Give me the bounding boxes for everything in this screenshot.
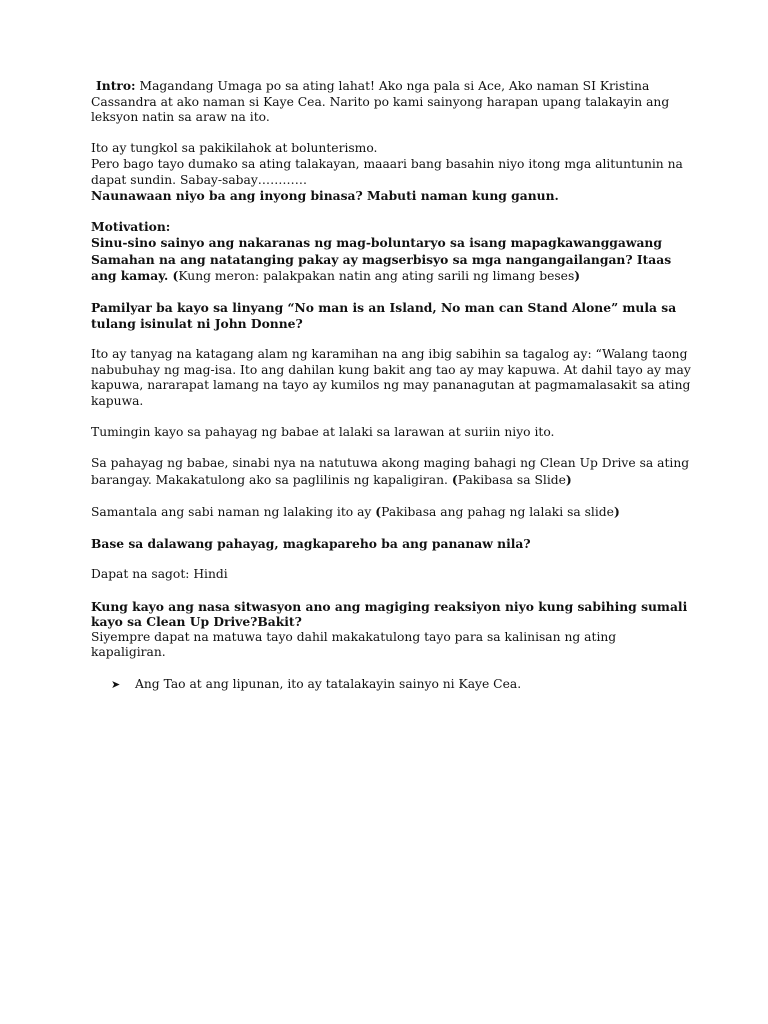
babae-text: Sa pahayag ng babae, sinabi nya na natutuwa akong maging bahagi ng Clean Up Drive sa ating barangay. Makakatulong ako sa paglilinis ng kapaligiran.	[91, 456, 690, 487]
lalaki-close-paren: )	[613, 504, 620, 520]
situation-question: Kung kayo ang nasa sitwasyon ano ang magiging reaksiyon niyo kung sabihing sumali kayo sa Clean Up Drive?Bakit?	[91, 598, 688, 630]
babae-close-paren: )	[565, 471, 572, 487]
intro-label: Intro:	[96, 78, 136, 93]
babae-open-paren: (	[451, 471, 458, 487]
lalaki-text: Samantala ang sabi naman ng lalaking ito ay	[91, 505, 376, 520]
compare-question: Base sa dalawang pahayag, magkapareho ba ang pananaw nila?	[91, 536, 531, 552]
lalaki-note: Pakibasa ang pahag ng lalaki sa slide	[381, 505, 614, 520]
topic-line: Ito ay tungkol sa pakikilahok at bolunterismo.	[91, 141, 378, 156]
motivation-paragraph	[91, 235, 694, 285]
rules-line: Pero bago tayo dumako sa ating talakayan, maaari bang basahin niyo itong mga alituntunin na dapat sundin. Sabay-sabay…………	[91, 156, 683, 187]
bullet-item	[91, 677, 694, 693]
intro-text: Magandang Umaga po sa ating lahat! Ako nga pala si Ace, Ako naman SI Kristina Cassandra at ako naman si Kaye Cea. Narito po kami sainyong harapan upang talakayin ang leksyon natin sa araw na ito.	[91, 79, 670, 125]
bullet-text: Ang Tao at ang lipunan, ito ay tatalakayin sainyo ni Kaye Cea.	[135, 676, 522, 691]
understood-line: Naunawaan niyo ba ang inyong binasa? Mabuti naman kung ganun.	[91, 188, 559, 204]
lalaki-open-paren: (	[375, 504, 382, 520]
intro-paragraph	[91, 78, 694, 126]
babae-paragraph	[91, 456, 694, 488]
motivation-question: Sinu-sino sainyo ang nakaranas ng mag-boluntaryo sa isang mapagkawanggawang Samahan na ang natatanging pakay ay magserbisyo sa mga nangangailangan? Itaas ang kamay. (	[91, 234, 672, 284]
look-line: Tumingin kayo sa pahayag ng babae at lalaki sa larawan at suriin niyo ito.	[91, 425, 555, 440]
motivation-note: Kung meron: palakpakan natin ang ating sarili ng limang beses	[178, 269, 575, 284]
arrowhead-bullet-icon: ➤	[111, 677, 121, 691]
kapuwa-paragraph: Ito ay tanyag na katagang alam ng karamihan na ang ibig sabihin sa tagalog ay: “Walang taong nabubuhay ng mag-isa. Ito ang dahilan kung bakit ang tao ay may kapuwa. At dahil tayo ay may kapuwa, nararapat lamang na tayo ay kumilos ng may pananagutan at pagmamalasakit sa ating kapuwa.	[91, 347, 691, 408]
lalaki-paragraph	[91, 504, 694, 521]
donne-question: Pamilyar ba kayo sa linyang “No man is an Island, No man can Stand Alone” mula sa tulang isinulat ni John Donne?	[91, 300, 677, 331]
babae-note: Pakibasa sa Slide	[457, 472, 566, 487]
situation-answer: Siyempre dapat na matuwa tayo dahil makakatulong tayo para sa kalinisan ng ating kapaligiran.	[91, 629, 617, 660]
motivation-heading: Motivation:	[91, 219, 171, 235]
answer-line: Dapat na sagot: Hindi	[91, 567, 228, 582]
motivation-close: )	[574, 268, 581, 284]
